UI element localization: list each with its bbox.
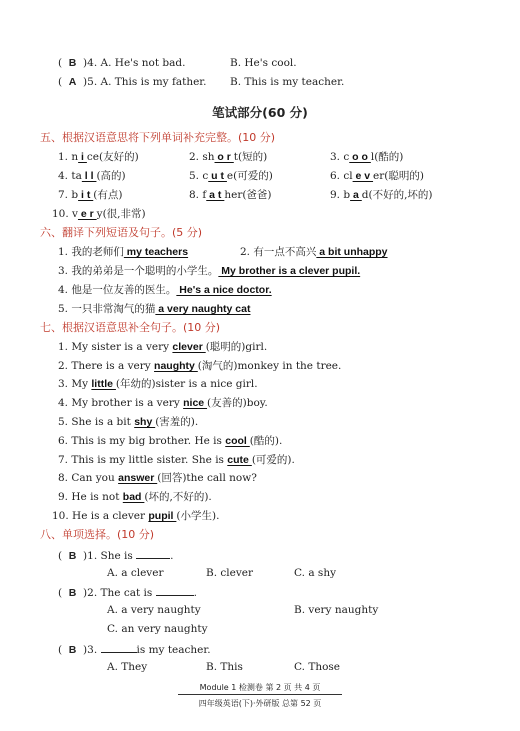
option-a: A. a very naughty <box>107 604 201 616</box>
translate-item: 3. 我的弟弟是一个聪明的小学生。 My brother is a clever pupil. <box>58 265 361 277</box>
sentence-item: 2. There is a very naughty (淘气的)monkey in the tree. <box>58 360 342 372</box>
question-4-option-b: B. He's cool. <box>230 57 297 69</box>
fill-item: 2. sh o r t(短的) <box>189 151 268 163</box>
sentence-item: 10. He is a clever pupil (小学生). <box>52 510 220 522</box>
option-b: B. clever <box>206 567 254 579</box>
fill-item: 10. v e r y(很,非常) <box>52 208 146 220</box>
fill-item: 7. b i t (有点) <box>58 189 123 201</box>
translate-item: 1. 我的老师们 my teachers <box>58 246 189 258</box>
question-4: ( B )4. A. He's not bad. <box>58 57 186 69</box>
sentence-item: 4. My brother is a very nice (友善的)boy. <box>58 397 268 409</box>
answer-blank <box>156 584 194 596</box>
section-7-heading: 七、根据汉语意思补全句子。(10 分) <box>40 321 221 334</box>
fill-item: 4. ta l l (高的) <box>58 170 126 182</box>
answer-letter: B <box>68 644 77 656</box>
answer-letter: B <box>68 550 77 562</box>
question-5-option-b: B. This is my teacher. <box>230 76 345 88</box>
choice-question-1: ( B )1. She is . <box>58 547 173 563</box>
section-6-heading: 六、翻译下列短语及句子。(5 分) <box>40 226 203 239</box>
fill-item: 8. f a t her(爸爸) <box>189 189 272 201</box>
footer-module-line: Module 1 检测卷 第 2 页 共 4 页 <box>199 683 321 692</box>
fill-item: 3. c o o l(酷的) <box>330 151 404 163</box>
footer-grade-line: 四年级英语(下)·外研版 总第 52 页 <box>198 699 322 708</box>
option-a: A. This is my father. <box>100 76 207 88</box>
fill-item: 6. cl e v er(聪明的) <box>330 170 424 182</box>
option-a: A. He's not bad. <box>100 57 186 69</box>
translate-item: 4. 他是一位友善的医生。 He's a nice doctor. <box>58 284 272 296</box>
choice-question-2: ( B )2. The cat is . <box>58 584 197 600</box>
sentence-item: 8. Can you answer (回答)the call now? <box>58 472 257 484</box>
footer-divider <box>178 694 342 695</box>
option-a: A. a clever <box>107 567 164 579</box>
answer-letter: B <box>68 57 77 69</box>
question-number: 4. <box>87 57 98 69</box>
section-8-heading: 八、单项选择。(10 分) <box>40 528 155 541</box>
fill-item: 9. b a d(不好的,坏的) <box>330 189 433 201</box>
option-b: B. very naughty <box>294 604 379 616</box>
sentence-item: 9. He is not bad (坏的,不好的). <box>58 491 212 503</box>
answer-letter: B <box>68 587 77 599</box>
question-5: ( A )5. A. This is my father. <box>58 76 207 88</box>
option-b: B. This <box>206 661 243 673</box>
option-c: C. an very naughty <box>107 623 208 635</box>
option-c: C. a shy <box>294 567 337 579</box>
option-a: A. They <box>107 661 148 673</box>
fill-item: 1. n i ce(友好的) <box>58 151 139 163</box>
sentence-item: 3. My little (年幼的)sister is a nice girl. <box>58 378 258 390</box>
sentence-item: 1. My sister is a very clever (聪明的)girl. <box>58 341 268 353</box>
sentence-item: 6. This is my big brother. He is cool (酷的). <box>58 435 283 447</box>
question-number: 5. <box>87 76 98 88</box>
translate-item: 5. 一只非常淘气的猫 a very naughty cat <box>58 303 251 315</box>
option-c: C. Those <box>294 661 341 673</box>
fill-item: 5. c u t e(可爱的) <box>189 170 273 182</box>
answer-blank <box>136 547 170 559</box>
translate-item: 2. 有一点不高兴 a bit unhappy <box>240 246 388 258</box>
answer-blank <box>101 641 137 653</box>
section-5-heading: 五、根据汉语意思将下列单词补充完整。(10 分) <box>40 131 276 144</box>
part-title: 笔试部分(60 分) <box>212 105 308 120</box>
choice-question-3: ( B )3. is my teacher. <box>58 641 211 657</box>
sentence-item: 7. This is my little sister. She is cute (可爱的). <box>58 454 295 466</box>
sentence-item: 5. She is a bit shy (害羞的). <box>58 416 199 428</box>
answer-letter: A <box>68 76 77 88</box>
